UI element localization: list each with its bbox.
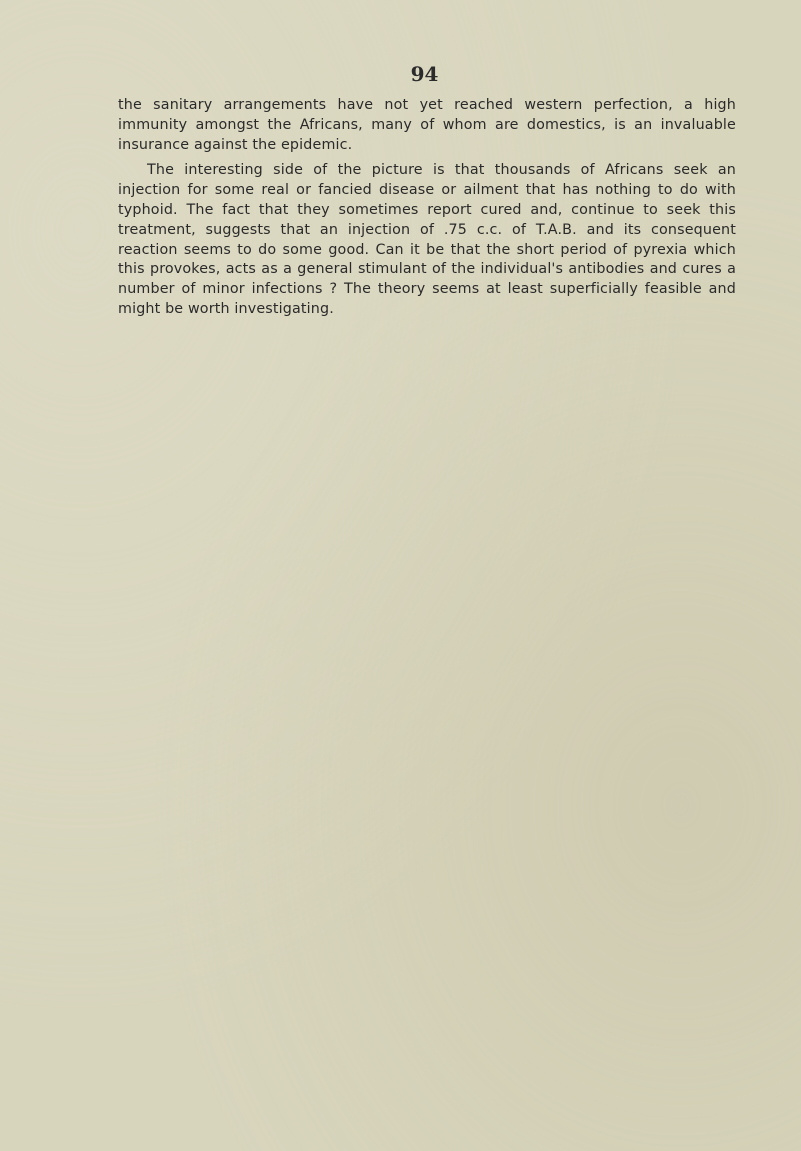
paragraph-1: the sanitary arrangements have not yet reached western perfection, a high immunity amongst the Africans, many of whom are domestics, is an invaluable insurance against the epidemic. (118, 97, 736, 153)
body-text (118, 96, 736, 320)
page-number: 94 (410, 62, 439, 86)
paragraph-2: The interesting side of the picture is that thousands of Africans seek an injection for some real or fancied disease or ailment that has nothing to do with typhoid. The fact that they sometimes report cured and, continue to seek this treatment, suggests that an injection of .75 c.c. of T.A.B. and its consequent reaction seems to do some good. Can it be that the short period of pyrexia which this provokes, acts as a general stimulant of the individual's antibodies and cures a number of minor infections ? The theory seems at least superficially feasible and might be worth investigating. (118, 162, 736, 317)
